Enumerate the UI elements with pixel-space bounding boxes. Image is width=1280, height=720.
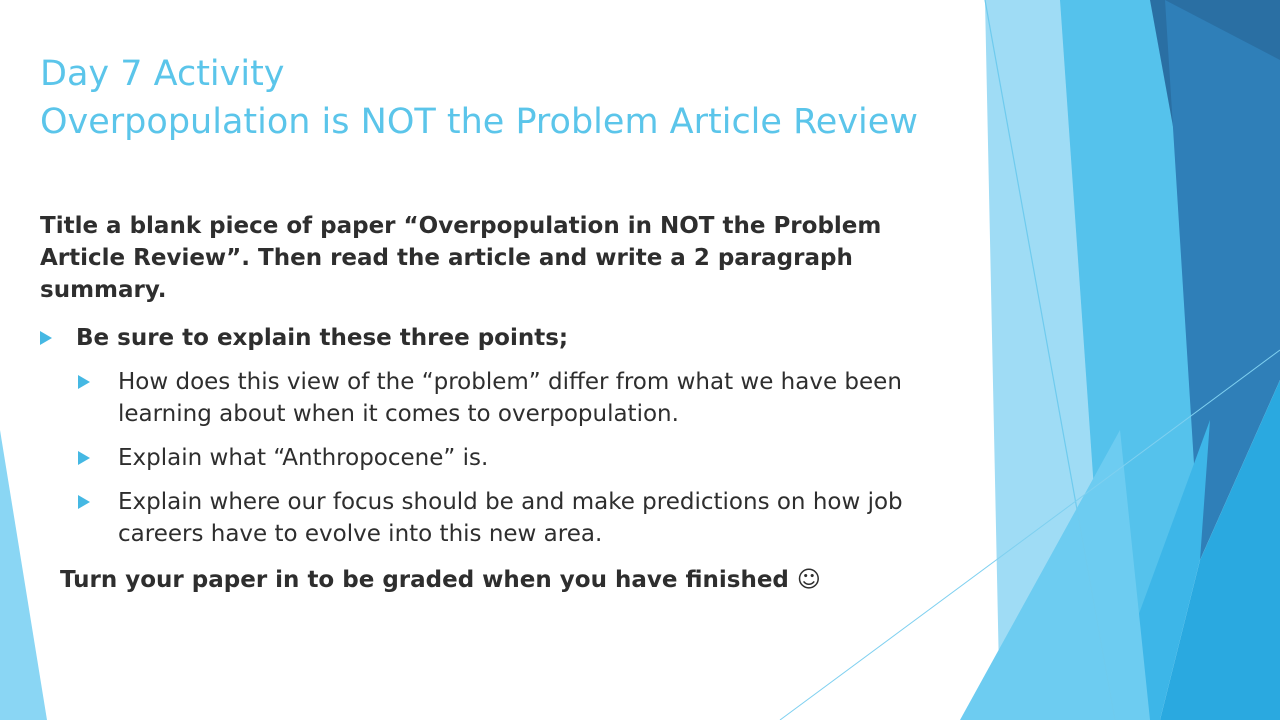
intro-paragraph: Title a blank piece of paper “Overpopulation in NOT the Problem Article Review”. Then read the article and write a 2 paragraph summary. [40,213,882,303]
triangle-right-arrow-icon [78,451,90,465]
title-line-2: Overpopulation is NOT the Problem Article Review [40,102,918,142]
sub-bullet-2 [78,442,970,474]
sub-bullet-1 [78,366,970,430]
sub-bullet-text: How does this view of the “problem” differ from what we have been learning about when it comes to overpopulation. [118,369,902,427]
sub-bullet-text: Explain where our focus should be and make predictions on how job careers have to evolve into this new area. [118,489,903,547]
sub-bullet-3 [78,486,970,550]
triangle-right-arrow-icon [40,331,52,345]
sub-bullet-text: Explain what “Anthropocene” is. [118,445,489,471]
slide-body [40,210,970,596]
slide-title [40,50,1020,146]
triangle-right-arrow-icon [78,495,90,509]
closing-instruction: Turn your paper in to be graded when you have finished ☺ [60,567,821,593]
triangle-right-arrow-icon [78,375,90,389]
title-line-1: Day 7 Activity [40,54,285,94]
bullet-level-1 [40,322,970,354]
bullet-text: Be sure to explain these three points; [76,325,569,351]
